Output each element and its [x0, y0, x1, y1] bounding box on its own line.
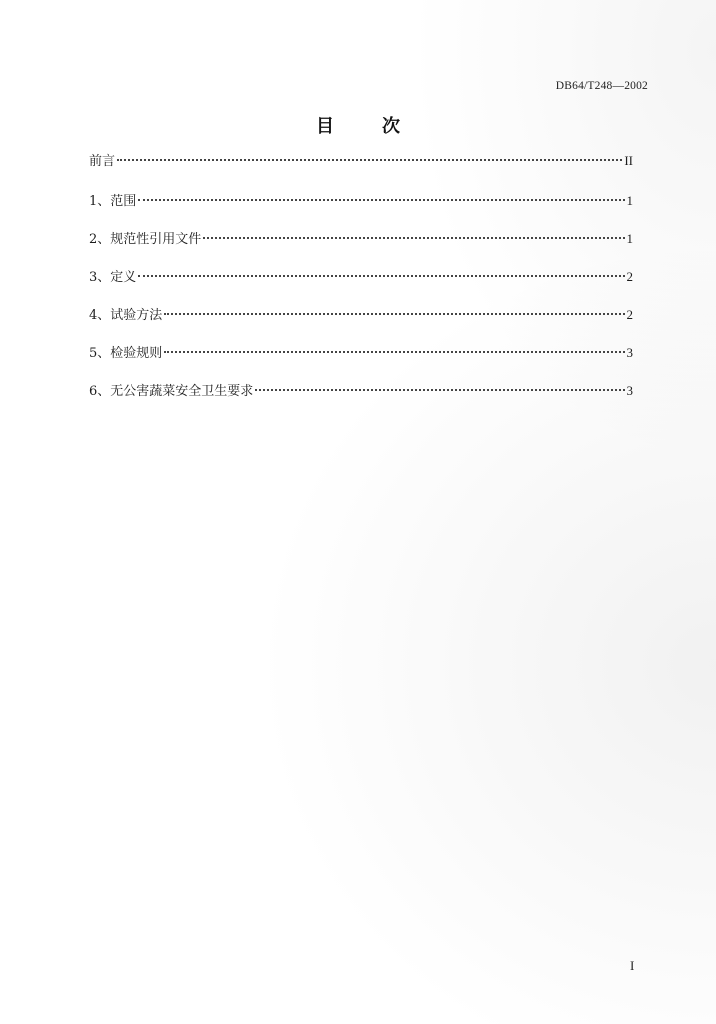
toc-entry-scope[interactable] — [89, 190, 633, 228]
toc-entry-definitions[interactable] — [89, 266, 633, 304]
toc-entry-preface[interactable] — [89, 150, 633, 190]
toc-entry-page: 1 — [626, 231, 633, 246]
toc-entry-page: 3 — [626, 345, 633, 360]
toc-entry-normative-references[interactable] — [89, 228, 633, 266]
toc-entry-text: 5、检验规则 — [89, 346, 163, 361]
toc-list — [89, 150, 633, 418]
toc-entry-text: 1、范围 — [89, 194, 137, 209]
toc-entry-text: 6、无公害蔬菜安全卫生要求 — [89, 384, 254, 399]
toc-entry-safety-requirements[interactable] — [89, 380, 633, 418]
toc-leader-dots — [255, 389, 624, 391]
toc-entry-page: 2 — [626, 307, 633, 322]
toc-title-part2: 次 — [382, 116, 400, 137]
document-code: DB64/T248—2002 — [555, 80, 648, 92]
toc-entry-page: 1 — [626, 193, 633, 208]
toc-entry-text: 2、规范性引用文件 — [89, 232, 202, 247]
toc-entry-test-methods[interactable] — [89, 304, 633, 342]
toc-leader-dots — [138, 275, 624, 277]
toc-leader-dots — [164, 351, 624, 353]
toc-title-part1: 目 — [316, 116, 334, 137]
page-number: I — [630, 958, 635, 973]
toc-leader-dots — [203, 237, 624, 239]
toc-entry-text: 前言 — [89, 154, 116, 169]
toc-entry-text: 3、定义 — [89, 270, 137, 285]
toc-title — [0, 112, 716, 138]
toc-leader-dots — [164, 313, 624, 315]
toc-entry-page: II — [624, 153, 633, 168]
toc-entry-page: 2 — [626, 269, 633, 284]
toc-entry-inspection-rules[interactable] — [89, 342, 633, 380]
toc-entry-text: 4、试验方法 — [89, 308, 163, 323]
toc-leader-dots — [117, 159, 622, 161]
toc-entry-page: 3 — [626, 383, 633, 398]
toc-leader-dots — [138, 199, 624, 201]
